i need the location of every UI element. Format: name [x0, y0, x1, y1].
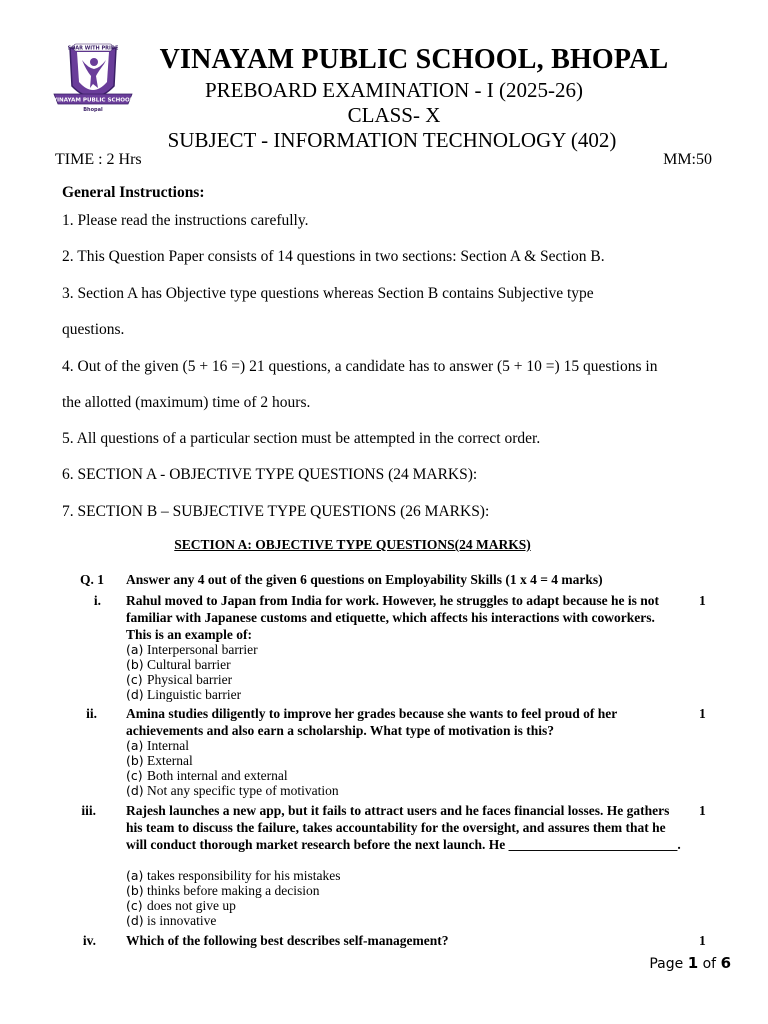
answer-option — [126, 657, 231, 672]
sub-question-marks: 1 — [699, 803, 706, 818]
logo-motto: SOAR WITH PRIDE — [67, 45, 119, 52]
option-text: Physical barrier — [147, 672, 233, 687]
sub-question-text: Which of the following best describes self-management? — [126, 933, 449, 948]
option-text: Linguistic barrier — [147, 687, 242, 702]
sub-question-marks: 1 — [699, 933, 706, 948]
answer-option — [126, 783, 339, 798]
answer-option — [126, 883, 319, 898]
option-label: (a) — [126, 868, 144, 883]
answer-option — [126, 738, 189, 753]
sub-question-marks: 1 — [699, 706, 706, 721]
answer-option — [126, 687, 241, 702]
option-text: thinks before making a decision — [147, 883, 320, 898]
logo-city: Bhopal — [83, 107, 103, 113]
option-label: (c) — [126, 898, 143, 913]
option-label: (b) — [126, 883, 144, 898]
page-current: 1 — [687, 954, 699, 972]
section-a-title: SECTION A: OBJECTIVE TYPE QUESTIONS(24 MARKS) — [174, 537, 531, 552]
option-label: (c) — [126, 768, 143, 783]
option-text: Both internal and external — [147, 768, 288, 783]
option-text: Internal — [147, 738, 189, 753]
option-label: (a) — [126, 642, 144, 657]
instruction-line: 1. Please read the instructions carefully. — [62, 212, 309, 229]
instruction-line: 7. SECTION B – SUBJECTIVE TYPE QUESTIONS (26 MARKS): — [62, 503, 490, 520]
answer-option — [126, 898, 236, 913]
page-total: 6 — [720, 954, 731, 972]
sub-question-number: iv. — [82, 933, 96, 948]
answer-option — [126, 868, 340, 883]
exam-title: PREBOARD EXAMINATION - I (2025-26) — [205, 78, 583, 102]
class-title: CLASS- X — [347, 103, 441, 127]
option-text: Interpersonal barrier — [147, 642, 258, 657]
instruction-line: 4. Out of the given (5 + 16 =) 21 questions, a candidate has to answer (5 + 10 =) 15 questions in — [62, 358, 658, 375]
option-label: (c) — [126, 672, 143, 687]
answer-option — [126, 672, 232, 687]
option-label: (d) — [126, 687, 144, 702]
option-label: (d) — [126, 913, 144, 928]
option-label: (d) — [126, 783, 144, 798]
option-label: (b) — [126, 657, 144, 672]
max-marks: MM:50 — [663, 151, 712, 168]
page-number — [649, 954, 731, 972]
sub-question-text: Rahul moved to Japan from India for work. However, he struggles to adapt because he is not familiar with Japanese customs and etiquette, which affects his interactions with coworkers. This is an example of: — [126, 593, 660, 642]
option-label: (b) — [126, 753, 144, 768]
instruction-line: 5. All questions of a particular section must be attempted in the correct order. — [62, 430, 541, 447]
instructions-title: General Instructions: — [62, 184, 205, 201]
sub-question-number: i. — [93, 593, 101, 608]
subject-title: SUBJECT - INFORMATION TECHNOLOGY (402) — [167, 128, 617, 152]
sub-question-number: ii. — [86, 706, 97, 721]
sub-question-text: Rajesh launches a new app, but it fails to attract users and he faces financial losses. He gathers his team to discuss the failure, takes accountability for the oversight, and assures them that he will conduct thorough market research before the next launch. He _________________________. — [126, 803, 681, 852]
school-name: VINAYAM PUBLIC SCHOOL, BHOPAL — [159, 44, 669, 75]
instruction-line: the allotted (maximum) time of 2 hours. — [62, 394, 311, 411]
instruction-line: 2. This Question Paper consists of 14 questions in two sections: Section A & Section B. — [62, 248, 605, 265]
instruction-line: 3. Section A has Objective type questions whereas Section B contains Subjective type — [62, 285, 594, 302]
option-text: Cultural barrier — [147, 657, 231, 672]
question-number: Q. 1 — [80, 572, 105, 587]
instruction-line: 6. SECTION A - OBJECTIVE TYPE QUESTIONS (24 MARKS): — [62, 466, 478, 483]
option-label: (a) — [126, 738, 144, 753]
answer-option — [126, 753, 193, 768]
option-text: takes responsibility for his mistakes — [147, 868, 341, 883]
question-heading: Answer any 4 out of the given 6 questions on Employability Skills (1 x 4 = 4 marks) — [126, 572, 603, 587]
option-text: Not any specific type of motivation — [147, 783, 339, 798]
option-text: does not give up — [147, 898, 236, 913]
answer-option — [126, 768, 288, 783]
option-text: is innovative — [147, 913, 217, 928]
sub-question-number: iii. — [81, 803, 96, 818]
answer-option — [126, 913, 216, 928]
answer-option — [126, 642, 258, 657]
of-word: of — [702, 956, 717, 972]
page-word: Page — [649, 956, 684, 972]
sub-question-text: Amina studies diligently to improve her grades because she wants to feel proud of her achievements and also earn a scholarship. What type of motivation is this? — [126, 706, 618, 738]
logo-school-name: VINAYAM PUBLIC SCHOOL — [52, 97, 134, 104]
instruction-line: questions. — [62, 321, 125, 338]
sub-question-marks: 1 — [699, 593, 706, 608]
option-text: External — [147, 753, 193, 768]
exam-time: TIME : 2 Hrs — [55, 151, 142, 168]
